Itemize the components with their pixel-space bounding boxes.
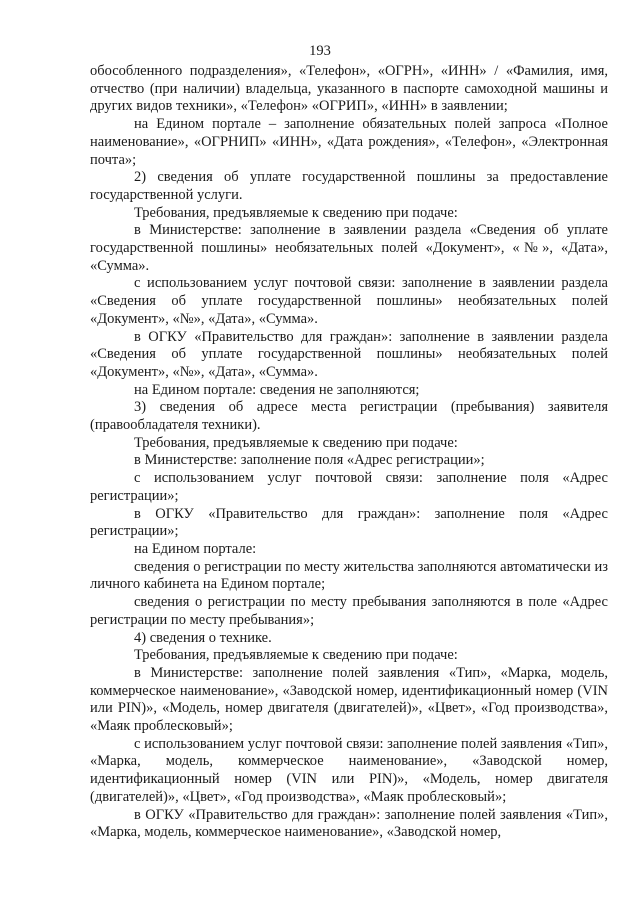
paragraph: в ОГКУ «Правительство для граждан»: заполнение поля «Адрес регистрации»;	[90, 505, 608, 540]
paragraph: с использованием услуг почтовой связи: заполнение полей заявления «Тип», «Марка, модель, коммерческое наименование», «Заводской номер, идентификационный номер (VIN или PIN)», «Модель, номер двигателя (двигателей)», «Цвет», «Год производства», «Маяк проблесковый»;	[90, 735, 608, 805]
paragraph: в Министерстве: заполнение полей заявления «Тип», «Марка, модель, коммерческое наименование», «Заводской номер, идентификационный номер (VIN или PIN)», «Модель, номер двигателя (двигателей)», «Цвет», «Год производства», «Маяк проблесковый»;	[90, 664, 608, 735]
paragraph: с использованием услуг почтовой связи: заполнение поля «Адрес регистрации»;	[90, 470, 608, 504]
paragraph: сведения о регистрации по месту пребывания заполняются в поле «Адрес регистрации по месту пребывания»;	[90, 594, 608, 628]
paragraph: обособленного подразделения», «Телефон», «ОГРН», «ИНН» / «Фамилия, имя, отчество (при наличии) владельца, указанного в паспорте самоходной машины и других видов техники», «Телефон» «ОГРИП», «ИНН» в заявлении;	[90, 63, 608, 115]
paragraph: в ОГКУ «Правительство для граждан»: заполнение полей заявления «Тип», «Марка, модель, коммерческое наименование», «Заводской номер,	[90, 806, 608, 841]
paragraph: 3) сведения об адресе места регистрации (пребывания) заявителя (правообладателя техники).	[90, 399, 608, 434]
paragraph: сведения о регистрации по месту жительства заполняются автоматически из личного кабинета на Едином портале;	[90, 558, 608, 593]
paragraph: с использованием услуг почтовой связи: заполнение в заявлении раздела «Сведения об уплате государственной пошлины» необязательных полей «Документ», «№», «Дата», «Сумма».	[90, 275, 608, 327]
paragraph: на Едином портале: сведения не заполняются;	[134, 381, 420, 398]
paragraph: в Министерстве: заполнение в заявлении раздела «Сведения об уплате государственной пошлины» необязательных полей «Документ», «№», «Дата», «Сумма».	[90, 222, 608, 274]
paragraph: в Министерстве: заполнение поля «Адрес регистрации»;	[134, 452, 485, 469]
paragraph: Требования, предъявляемые к сведению при подаче:	[134, 647, 458, 664]
paragraph: 4) сведения о технике.	[134, 629, 272, 646]
paragraph: Требования, предъявляемые к сведению при подаче:	[134, 434, 458, 451]
paragraph: в ОГКУ «Правительство для граждан»: заполнение в заявлении раздела «Сведения об уплате государственной пошлины» необязательных полей «Документ», «№», «Дата», «Сумма».	[90, 328, 608, 380]
paragraph: на Едином портале – заполнение обязательных полей запроса «Полное наименование», «ОГРНИП» «ИНН», «Дата рождения», «Телефон», «Электронная почта»;	[90, 116, 608, 168]
paragraph: 2) сведения об уплате государственной пошлины за предоставление государственной услуги.	[90, 169, 608, 203]
paragraph: на Едином портале:	[134, 540, 257, 557]
paragraph: Требования, предъявляемые к сведению при подаче:	[134, 204, 458, 221]
page-number: 193	[309, 43, 331, 59]
document-body	[90, 63, 608, 842]
